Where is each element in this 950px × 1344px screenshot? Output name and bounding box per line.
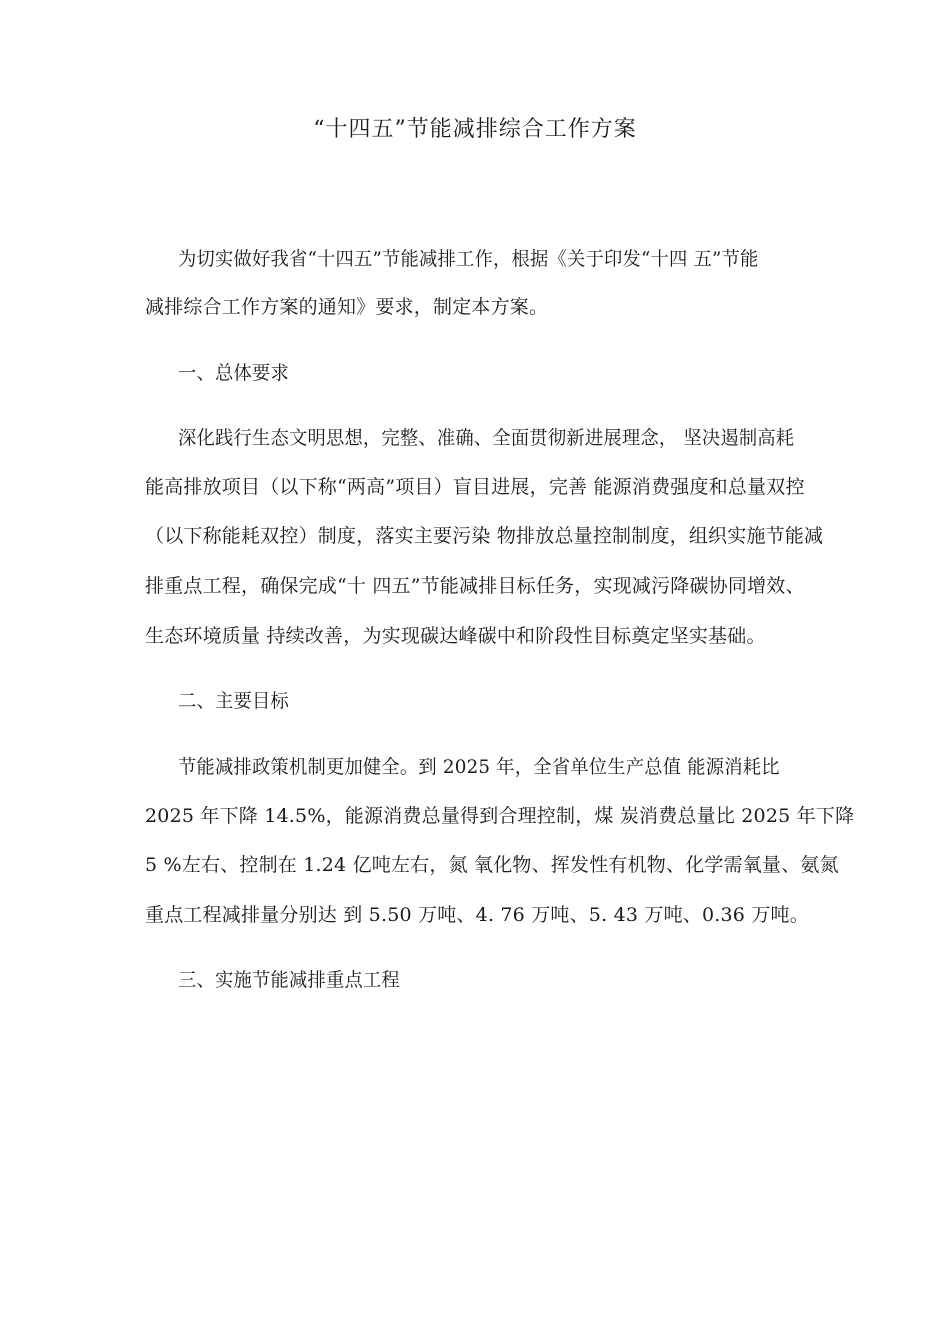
intro-line-1: 为切实做好我省“十四五”节能减排工作，根据《关于印发“十四 五”节能 [178,248,759,270]
section-1-line-3: （以下称能耗双控）制度，落实主要污染 物排放总量控制制度，组织实施节能减 [145,525,824,547]
section-2-line-2: 2025 年下降 14.5%，能源消费总量得到合理控制，煤 炭消费总量比 2025 年下降 [145,805,855,827]
section-2-line-1: 节能减排政策机制更加健全。到 2025 年，全省单位生产总值 能源消耗比 [178,756,780,778]
section-2-line-4: 重点工程减排量分别达 到 5.50 万吨、4. 76 万吨、5. 43 万吨、0.36 万吨。 [145,904,809,926]
section-1-line-1: 深化践行生态文明思想，完整、准确、全面贯彻新进展理念， 坚决遏制高耗 [178,427,795,449]
section-2-heading: 二、主要目标 [178,690,289,712]
section-1-line-4: 排重点工程，确保完成“十 四五”节能减排目标任务，实现减污降碳协同增效、 [145,575,805,597]
section-3-heading: 三、实施节能减排重点工程 [178,969,400,991]
intro-line-2: 减排综合工作方案的通知》要求，制定本方案。 [145,296,549,318]
section-1-line-2: 能高排放项目（以下称“两高”项目）盲目进展，完善 能源消费强度和总量双控 [145,476,805,498]
section-2-line-3: 5 %左右、控制在 1.24 亿吨左右，氮 氧化物、挥发性有机物、化学需氧量、氨氮 [145,854,839,876]
document-title: “十四五”节能减排综合工作方案 [313,117,637,142]
section-1-heading: 一、总体要求 [178,362,289,384]
section-1-line-5: 生态环境质量 持续改善，为实现碳达峰碳中和阶段性目标奠定坚实基础。 [145,625,766,647]
